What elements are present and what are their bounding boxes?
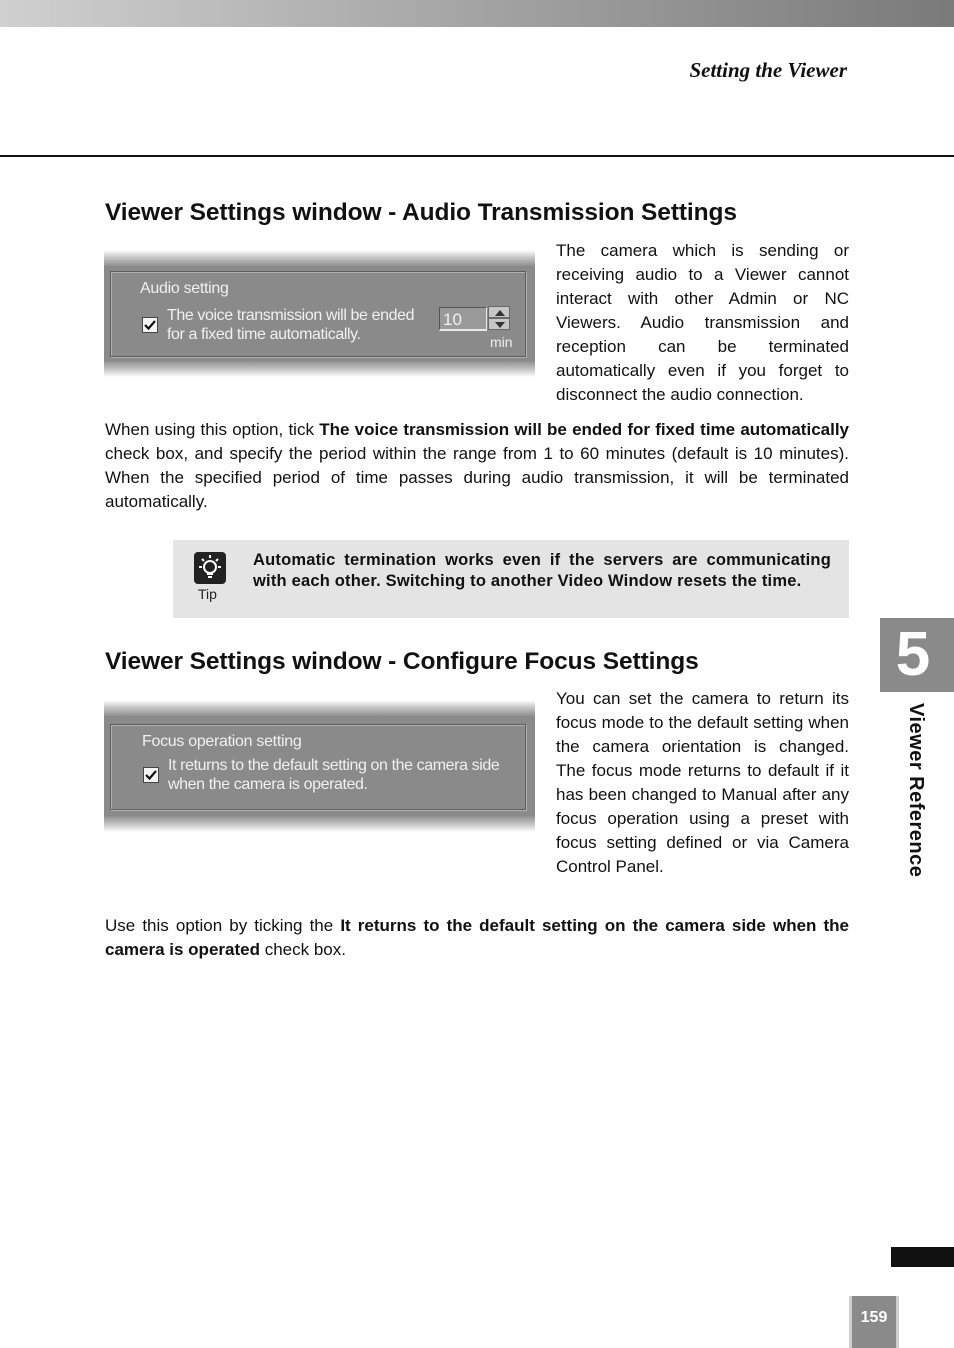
audio-auto-end-label: The voice transmission will be ended for a fixed time automatically. [167, 307, 415, 343]
tip-box [173, 540, 849, 618]
running-header: Setting the Viewer [689, 58, 847, 82]
edge-marker [891, 1247, 954, 1267]
checkmark-icon [145, 769, 157, 781]
audio-section-heading: Viewer Settings window - Audio Transmission Settings [105, 199, 737, 226]
audio-body-text: When using this option, tick The voice transmission will be ended for fixed time automatically check box, and specify the period within the range from 1 to 60 minutes (default is 10 minutes). When the specified period of time passes during audio transmission, it will be terminated automatically. [105, 420, 850, 511]
focus-setting-title: Focus operation setting [142, 733, 302, 750]
audio-setting-screenshot [104, 250, 535, 377]
audio-duration-input[interactable]: 10 [439, 307, 487, 331]
spin-up-button[interactable] [488, 306, 510, 318]
page-number: 159 [860, 1309, 888, 1326]
audio-auto-end-checkbox[interactable] [142, 317, 158, 333]
page-number-box [849, 1296, 899, 1348]
focus-reset-label: It returns to the default setting on the camera side when the camera is operated. [168, 757, 500, 793]
audio-duration-spinner[interactable] [488, 306, 510, 330]
tip-label: Tip [198, 586, 217, 602]
arrow-down-icon [495, 322, 505, 328]
checkmark-icon [144, 319, 156, 331]
audio-duration-unit: min [490, 334, 513, 350]
focus-body-text: Use this option by ticking the It returns to the default setting on the camera side when the camera is operated check box. [105, 916, 849, 959]
header-rule [0, 155, 954, 157]
focus-setting-screenshot [104, 700, 535, 832]
focus-reset-checkbox[interactable] [143, 767, 159, 783]
audio-setting-title: Audio setting [140, 280, 229, 297]
lightbulb-icon [194, 552, 226, 584]
focus-section-heading: Viewer Settings window - Configure Focus Settings [105, 648, 699, 675]
top-decorative-band [0, 0, 954, 27]
chapter-number: 5 [895, 620, 931, 689]
audio-side-text: The camera which is sending or receiving audio to a Viewer cannot interact with other Admin or NC Viewers. Audio transmission and reception can be terminated automatically even if you forget to disconnect the audio connection. [556, 241, 849, 404]
focus-side-text: You can set the camera to return its focus mode to the default setting when the camera orientation is changed. The focus mode returns to default if it has been changed to Manual after any focus operation using a preset with focus setting defined or via Camera Control Panel. [556, 689, 849, 876]
arrow-up-icon [495, 310, 505, 316]
chapter-tab [880, 618, 954, 692]
chapter-title: Viewer Reference [905, 703, 927, 878]
spin-down-button[interactable] [488, 318, 510, 330]
tip-text: Automatic termination works even if the servers are communicating with each other. Switching to another Video Window resets the time. [253, 551, 831, 590]
